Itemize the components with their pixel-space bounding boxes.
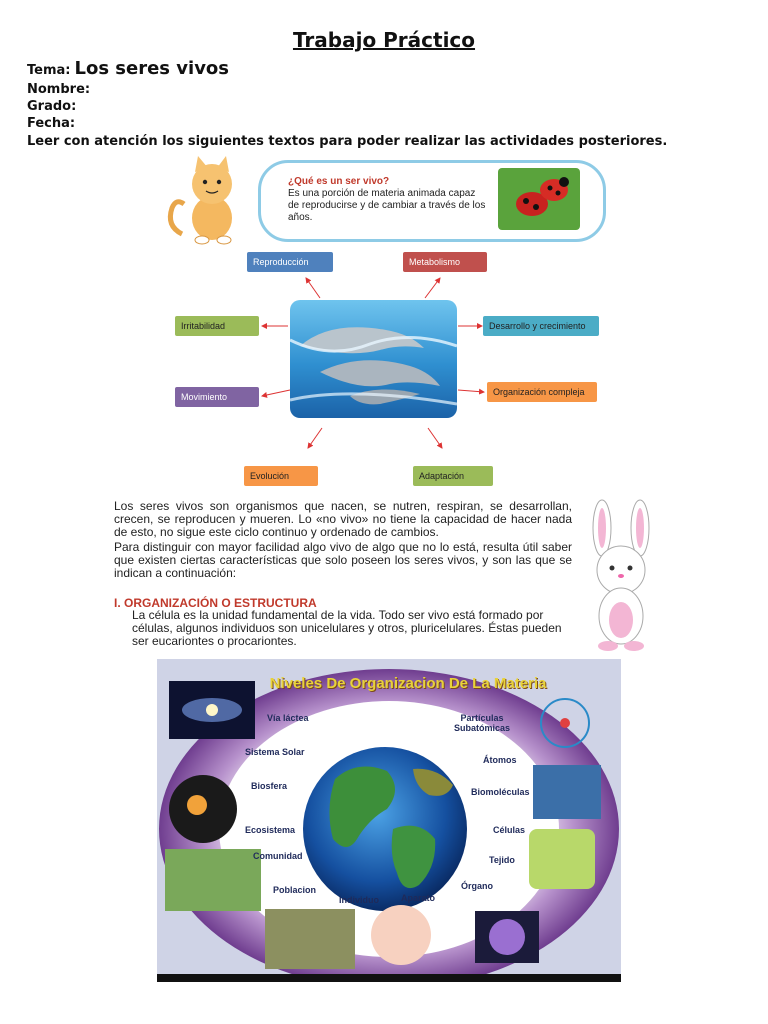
trait-movimiento: Movimiento: [175, 387, 259, 407]
dolphins-photo: [290, 300, 457, 418]
fecha-label: Fecha:: [27, 116, 76, 131]
trait-adaptacion: Adaptación: [413, 466, 493, 486]
level-ecosistema: Ecosistema: [245, 825, 296, 835]
intro-paragraph: Los seres vivos son organismos que nacen, se nutren, respiran, se desarrollan, crecen, se reproducen y mueren. Lo «no vivo» no tiene la capacidad de hacer nada de esto, no sigue este ciclo continuo y ordenado de cambios.: [114, 499, 572, 539]
trait-reproduccion: Reproducción: [247, 252, 333, 272]
page-title: Trabajo Práctico: [292, 28, 476, 52]
trait-metabolismo: Metabolismo: [403, 252, 487, 272]
nombre-label: Nombre:: [27, 82, 91, 97]
section-heading: I. ORGANIZACIÓN O ESTRUCTURA: [114, 596, 317, 610]
trait-desarrollo: Desarrollo y crecimiento: [483, 316, 599, 336]
level-celulas: Células: [493, 825, 526, 835]
level-aparato: Aparato: [401, 893, 436, 903]
grado-label: Grado:: [27, 99, 77, 114]
tema-label: Tema:: [27, 63, 71, 78]
section-body: La célula es la unidad fundamental de la vida. Todo ser vivo está formado por células, algunos individuos son unicelulares y otros, pluricelulares. Éstas pueden ser eucariontes o procariontes.: [132, 608, 562, 648]
level-particulas: Partículas Subatómicas: [453, 713, 511, 733]
poster-title: Niveles De Organizacion De La Materia: [269, 675, 547, 692]
level-organo: Órgano: [461, 881, 494, 891]
bubble-answer: Es una porción de materia animada capaz de reproducirse y de cambiar a través de los años.: [288, 188, 486, 223]
tema-value: Los seres vivos: [74, 58, 230, 79]
level-sistema-solar: Sistema Solar: [245, 747, 305, 757]
trait-organizacion: Organización compleja: [487, 382, 597, 402]
organization-levels-poster: [157, 659, 621, 982]
level-biomoleculas: Biomoléculas: [471, 787, 530, 797]
level-poblacion: Poblacion: [273, 885, 317, 895]
level-atomos: Átomos: [483, 755, 517, 765]
level-biosfera: Biosfera: [251, 781, 288, 791]
bunny-illustration: [578, 498, 664, 654]
level-individuo: Individuo: [339, 895, 379, 905]
distinguish-paragraph: Para distinguir con mayor facilidad algo vivo de algo que no lo está, resulta útil saber que existen ciertas características que solo poseen los seres vivos, y son las que se indican a continuación:: [114, 540, 572, 580]
trait-irritabilidad: Irritabilidad: [175, 316, 259, 336]
trait-evolucion: Evolución: [244, 466, 318, 486]
level-tejido: Tejido: [489, 855, 515, 865]
instruction-text: Leer con atención los siguientes textos para poder realizar las actividades posteriores.: [27, 134, 668, 149]
level-via-lactea: Vía láctea: [267, 713, 309, 723]
trait-arrows: [0, 0, 768, 500]
level-comunidad: Comunidad: [253, 851, 303, 861]
bubble-question: ¿Qué es un ser vivo?: [288, 176, 390, 187]
